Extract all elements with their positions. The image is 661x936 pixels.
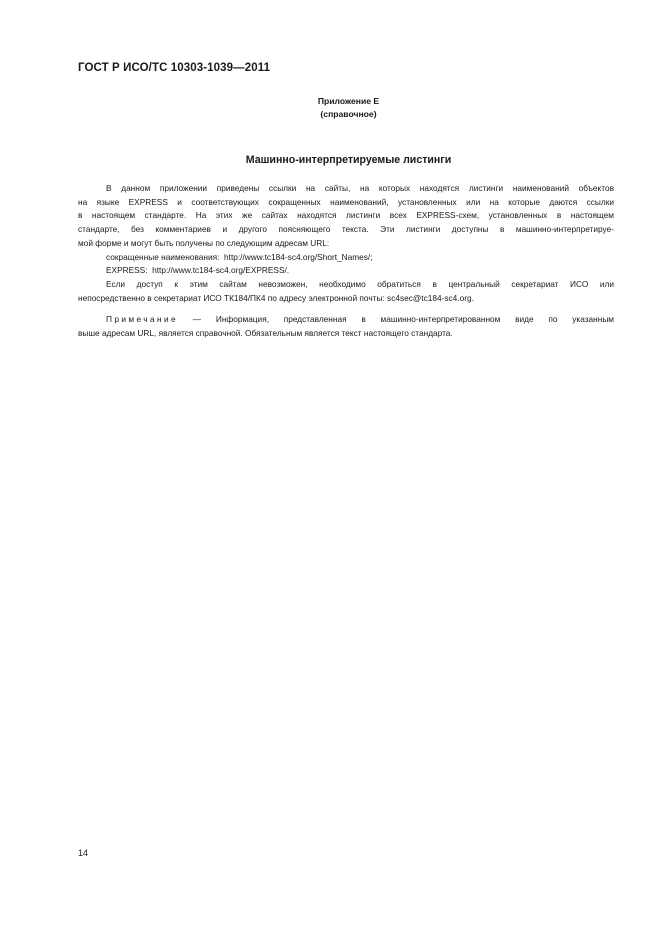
text-line: в настоящем стандарте. На этих же сайтах находятся листинги всех EXPRESS-схем, установленных в настоящем [78,210,614,221]
short-names-url-line [78,251,614,265]
short-names-link[interactable]: http://www.tc184-sc4.org/Short_Names/; [224,251,373,262]
annex-heading [0,95,661,121]
short-names-label: сокращенные наименования: [106,251,220,262]
text-line: непосредственно в секретариат ИСО ТК184/ПК4 по адресу электронной почты: sc4sec@tc184-sc4.org. [78,292,474,303]
page-number: 14 [78,848,89,858]
text-line: Если доступ к этим сайтам невозможен, необходимо обратиться в центральный секретариат ИСО или [106,278,614,289]
text-line: на языке EXPRESS и соответствующих сокращенных наименований, установленных или на которые даются ссылки [78,196,614,207]
annex-type: (справочное) [320,109,377,119]
text-line: выше адресам URL, является справочной. Обязательным является текст настоящего стандарта. [78,328,453,339]
paragraph-contact [78,278,614,305]
note-paragraph [78,313,614,340]
note-label: Примечание [106,314,179,325]
section-title: Машинно-интерпретируемые листинги [245,154,452,166]
paragraph-intro [78,182,614,251]
text-line: В данном приложении приведены ссылки на сайты, на которых находятся листинги наименований объектов [106,183,614,193]
note-text: Информация, представленная в машинно-интерпретированном виде по указанным [215,314,614,325]
text-line: стандарте, без комментариев и другого поясняющего текста. Эти листинги доступны в машинно-интерпретируе- [78,224,614,235]
note-dash: — [178,314,216,325]
note-first-line [78,313,614,327]
express-link[interactable]: http://www.tc184-sc4.org/EXPRESS/. [152,265,290,276]
express-label: EXPRESS: [106,265,148,276]
text-line: мой форме и могут быть получены по следующим адресам URL: [78,237,330,248]
annex-title: Приложение Е [317,96,380,106]
body-text [78,182,614,341]
express-url-line [78,264,614,278]
standard-code-header: ГОСТ Р ИСО/ТС 10303-1039—2011 [78,62,271,74]
